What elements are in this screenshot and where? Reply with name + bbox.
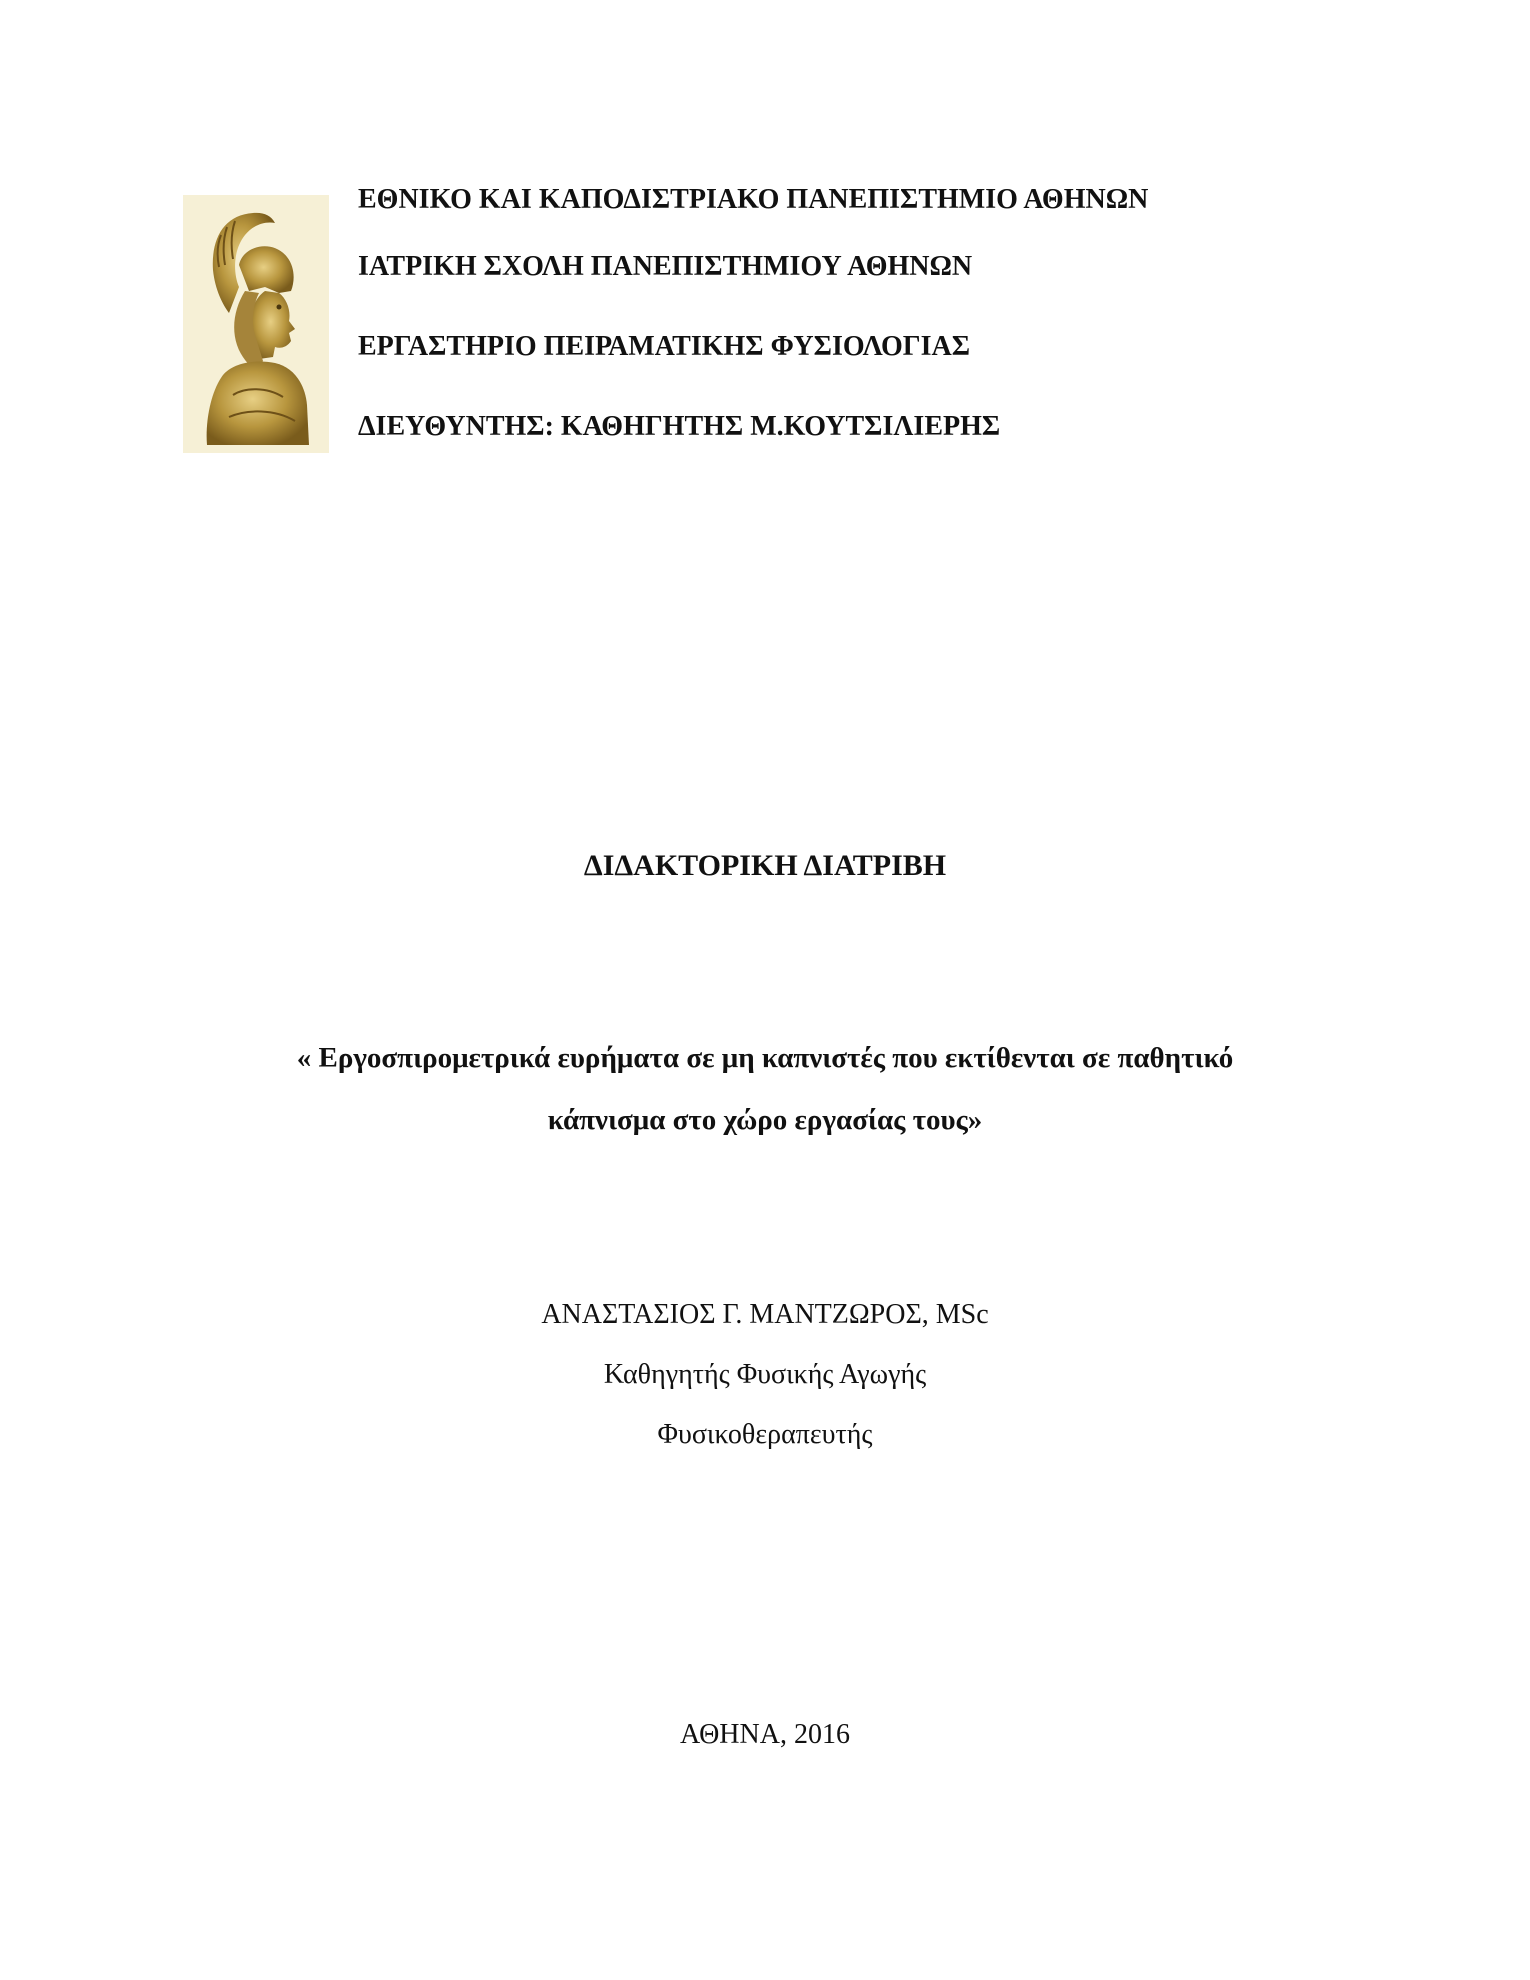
author-role-1: Καθηγητής Φυσικής Αγωγής [603, 1359, 927, 1390]
director-line: ΔΙΕΥΘΥΝΤΗΣ: ΚΑΘΗΓΗΤΗΣ Μ.ΚΟΥΤΣΙΛΙΕΡΗΣ [358, 411, 1001, 442]
document-type-heading: ΔΙΔΑΚΤΟΡΙΚΗ ΔΙΑΤΡΙΒΗ [583, 849, 947, 882]
athena-head-emblem-icon [183, 195, 329, 453]
place-and-year: ΑΘΗΝΑ, 2016 [680, 1719, 850, 1750]
laboratory-name: ΕΡΓΑΣΤΗΡΙΟ ΠΕΙΡΑΜΑΤΙΚΗΣ ΦΥΣΙΟΛΟΓΙΑΣ [358, 331, 971, 362]
thesis-title-line-1: « Εργοσπιρομετρικά ευρήματα σε μη καπνιστές που εκτίθενται σε παθητικό [296, 1042, 1234, 1074]
university-name: ΕΘΝΙΚΟ ΚΑΙ ΚΑΠΟΔΙΣΤΡΙΑΚΟ ΠΑΝΕΠΙΣΤΗΜΙΟ ΑΘΗΝΩΝ [358, 184, 1149, 215]
thesis-title-line-2: κάπνισμα στο χώρο εργασίας τους» [547, 1104, 983, 1136]
school-name: ΙΑΤΡΙΚΗ ΣΧΟΛΗ ΠΑΝΕΠΙΣΤΗΜΙΟΥ ΑΘΗΝΩΝ [358, 251, 973, 282]
author-role-2: Φυσικοθεραπευτής [657, 1419, 873, 1450]
author-name: ΑΝΑΣΤΑΣΙΟΣ Γ. ΜΑΝΤΖΩΡΟΣ, MSc [541, 1299, 989, 1330]
